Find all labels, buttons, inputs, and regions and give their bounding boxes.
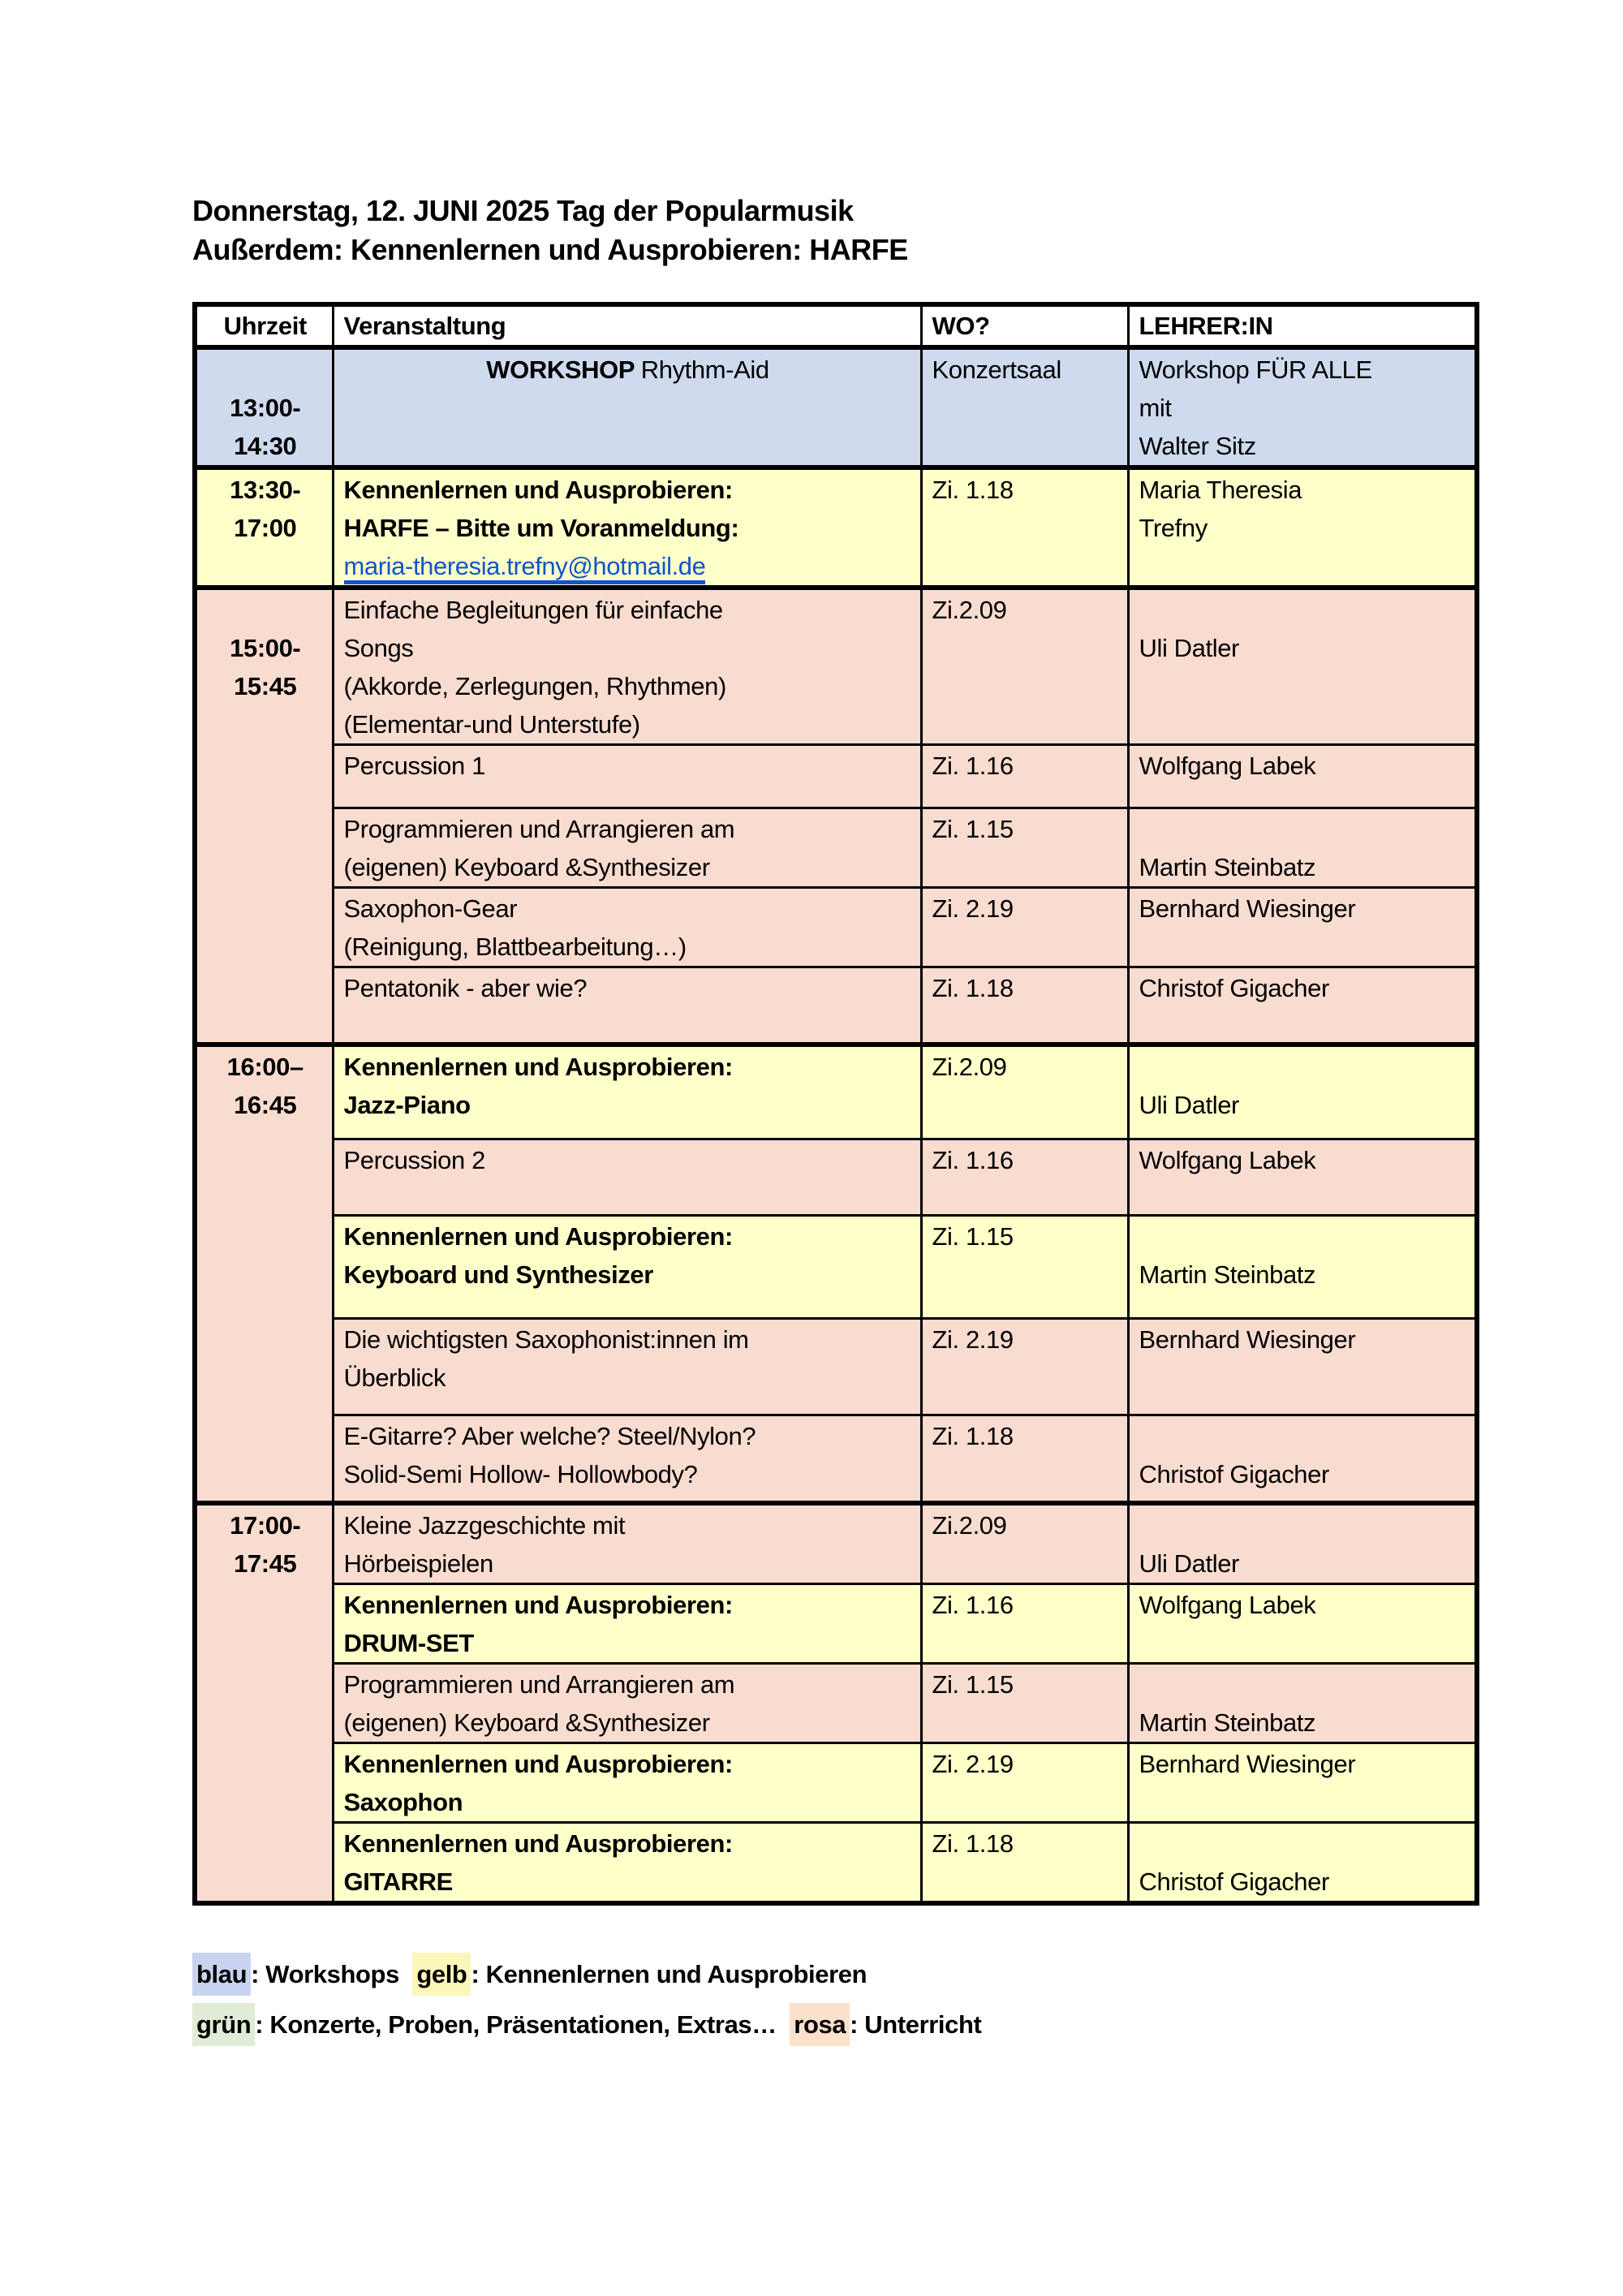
event-cell: Kennenlernen und Ausprobieren: DRUM-SET: [333, 1583, 921, 1663]
room-cell: Konzertsaal: [921, 347, 1128, 467]
event-cell: Programmieren und Arrangieren am (eigenen) Keyboard &Synthesizer: [333, 1663, 921, 1742]
room-cell: Zi. 1.18: [921, 1822, 1128, 1903]
teacher-cell: Bernhard Wiesinger: [1128, 888, 1477, 967]
time-cell: 16:00– 16:45: [195, 1045, 333, 1503]
text-run: HARFE – Bitte um Voranmeldung:: [343, 514, 739, 542]
column-header-teacher: LEHRER:IN: [1128, 304, 1477, 347]
room-cell: Zi. 1.16: [921, 1139, 1128, 1216]
time-cell: 13:00- 14:30: [195, 347, 333, 467]
teacher-cell: Bernhard Wiesinger: [1128, 1319, 1477, 1415]
event-cell: E-Gitarre? Aber welche? Steel/Nylon? Solid-Semi Hollow- Hollowbody?: [333, 1415, 921, 1503]
teacher-cell: Workshop FÜR ALLE mit Walter Sitz: [1128, 347, 1477, 467]
legend-term-blau: blau: [192, 1953, 251, 1996]
time-cell: 13:30- 17:00: [195, 467, 333, 588]
legend-line: [192, 1949, 1479, 2000]
room-cell: Zi. 2.19: [921, 1319, 1128, 1415]
teacher-cell: Christof Gigacher: [1128, 1822, 1477, 1903]
table-row: [195, 1319, 1477, 1415]
legend-text: : Unterricht: [850, 2010, 982, 2039]
legend-text: : Kennenlernen und Ausprobieren: [471, 1959, 867, 1988]
table-row: [195, 1216, 1477, 1319]
teacher-cell: Maria Theresia Trefny: [1128, 467, 1477, 588]
event-cell: [333, 347, 921, 467]
legend: [192, 1949, 1479, 2050]
room-cell: Zi. 1.15: [921, 1663, 1128, 1742]
table-row: [195, 888, 1477, 967]
email-link[interactable]: maria-theresia.trefny@hotmail.de: [344, 552, 706, 584]
text-run: Kennenlernen und Ausprobieren:: [343, 476, 733, 504]
column-header-time: Uhrzeit: [195, 304, 333, 347]
table-row: [195, 588, 1477, 745]
table-row: [195, 1742, 1477, 1822]
table-row: [195, 467, 1477, 588]
table-row: [195, 1415, 1477, 1503]
text-run: WORKSHOP: [486, 355, 641, 384]
event-cell: Kleine Jazzgeschichte mit Hörbeispielen: [333, 1503, 921, 1584]
event-cell: Kennenlernen und Ausprobieren: Jazz-Piano: [333, 1045, 921, 1139]
room-cell: Zi. 2.19: [921, 1742, 1128, 1822]
title-line-2: Außerdem: Kennenlernen und Ausprobieren: HARFE: [192, 233, 908, 266]
teacher-cell: Wolfgang Labek: [1128, 1139, 1477, 1216]
event-cell: [333, 467, 921, 588]
teacher-cell: Wolfgang Labek: [1128, 745, 1477, 808]
legend-term-rosa: rosa: [790, 2003, 850, 2046]
teacher-cell: Wolfgang Labek: [1128, 1583, 1477, 1663]
teacher-cell: Uli Datler: [1128, 1045, 1477, 1139]
legend-line: [192, 2000, 1479, 2050]
document-title: [192, 192, 1479, 269]
event-cell: Programmieren und Arrangieren am (eigenen) Keyboard &Synthesizer: [333, 808, 921, 888]
table-row: [195, 1045, 1477, 1139]
room-cell: Zi. 1.15: [921, 1216, 1128, 1319]
text-run: Rhythm-Aid: [640, 355, 769, 384]
column-header-where: WO?: [921, 304, 1128, 347]
schedule-header: [195, 304, 1477, 347]
teacher-cell: Martin Steinbatz: [1128, 1216, 1477, 1319]
event-cell: Kennenlernen und Ausprobieren: GITARRE: [333, 1822, 921, 1903]
teacher-cell: Martin Steinbatz: [1128, 808, 1477, 888]
table-row: [195, 1139, 1477, 1216]
schedule-table: [192, 302, 1479, 1906]
event-cell: Pentatonik - aber wie?: [333, 967, 921, 1045]
event-cell: Percussion 1: [333, 745, 921, 808]
teacher-cell: Christof Gigacher: [1128, 1415, 1477, 1503]
room-cell: Zi. 1.18: [921, 967, 1128, 1045]
room-cell: Zi. 2.19: [921, 888, 1128, 967]
event-cell: Percussion 2: [333, 1139, 921, 1216]
schedule-rows: [195, 347, 1477, 1903]
room-cell: Zi.2.09: [921, 1045, 1128, 1139]
event-cell: Kennenlernen und Ausprobieren: Saxophon: [333, 1742, 921, 1822]
legend-term-gelb: gelb: [412, 1953, 471, 1996]
time-cell: 17:00- 17:45: [195, 1503, 333, 1903]
teacher-cell: Uli Datler: [1128, 588, 1477, 745]
legend-text: : Konzerte, Proben, Präsentationen, Extras…: [255, 2010, 790, 2039]
table-row: [195, 745, 1477, 808]
legend-term-grün: grün: [192, 2003, 255, 2046]
event-cell: Saxophon-Gear (Reinigung, Blattbearbeitung…): [333, 888, 921, 967]
room-cell: Zi. 1.15: [921, 808, 1128, 888]
event-cell: Einfache Begleitungen für einfache Songs (Akkorde, Zerlegungen, Rhythmen) (Elementar-und Unterstufe): [333, 588, 921, 745]
teacher-cell: Uli Datler: [1128, 1503, 1477, 1584]
table-row: [195, 1583, 1477, 1663]
table-row: [195, 808, 1477, 888]
legend-text: : Workshops: [251, 1959, 413, 1988]
document-body: [192, 192, 1479, 2050]
table-row: [195, 1822, 1477, 1903]
event-cell: Kennenlernen und Ausprobieren: Keyboard und Synthesizer: [333, 1216, 921, 1319]
teacher-cell: Bernhard Wiesinger: [1128, 1742, 1477, 1822]
table-row: [195, 967, 1477, 1045]
time-cell: 15:00- 15:45: [195, 588, 333, 1045]
teacher-cell: Christof Gigacher: [1128, 967, 1477, 1045]
event-cell: Die wichtigsten Saxophonist:innen im Überblick: [333, 1319, 921, 1415]
table-row: [195, 347, 1477, 467]
room-cell: Zi. 1.16: [921, 745, 1128, 808]
teacher-cell: Martin Steinbatz: [1128, 1663, 1477, 1742]
room-cell: Zi.2.09: [921, 1503, 1128, 1584]
table-row: [195, 1503, 1477, 1584]
column-header-event: Veranstaltung: [333, 304, 921, 347]
header-row: [195, 304, 1477, 347]
table-row: [195, 1663, 1477, 1742]
room-cell: Zi. 1.18: [921, 467, 1128, 588]
room-cell: Zi. 1.16: [921, 1583, 1128, 1663]
title-line-1: Donnerstag, 12. JUNI 2025 Tag der Popularmusik: [192, 194, 854, 227]
room-cell: Zi.2.09: [921, 588, 1128, 745]
room-cell: Zi. 1.18: [921, 1415, 1128, 1503]
